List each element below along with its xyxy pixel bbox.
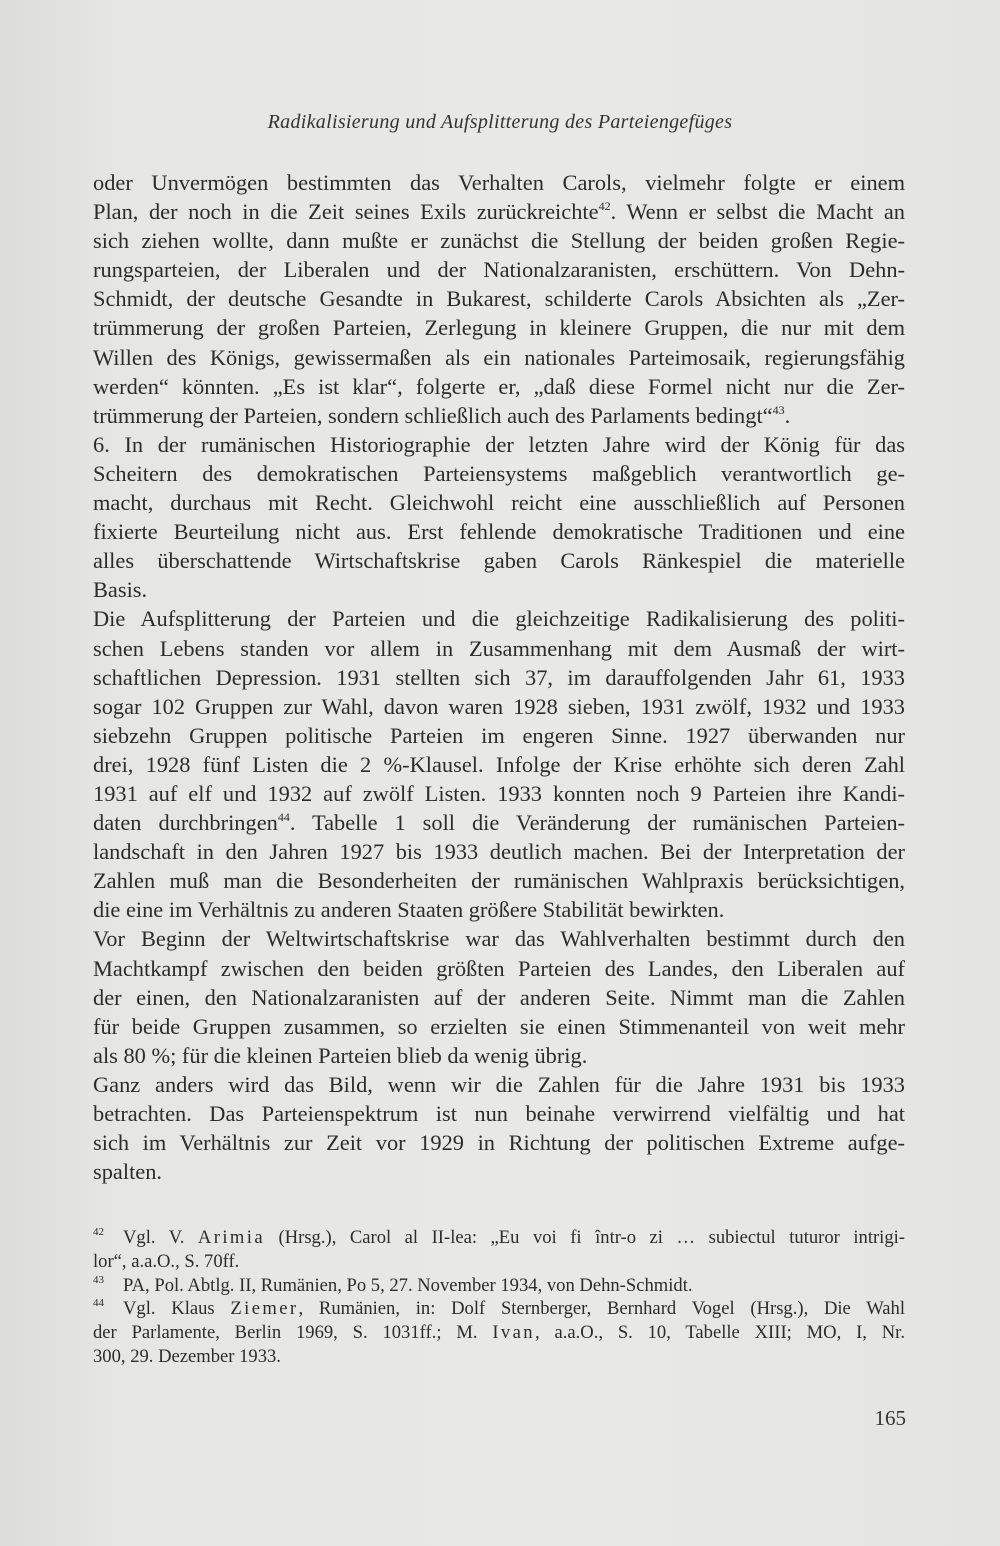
line-text: der einen, den Nationalzaranisten auf der anderen Seite. Nimmt man die Zahlen <box>93 984 905 1010</box>
line-text: Vor Beginn der Weltwirtschaftskrise war das Wahlverhalten bestimmt durch den <box>93 926 905 952</box>
body-line <box>93 401 905 430</box>
line-text: . Wenn er selbst die Macht an <box>610 199 905 225</box>
footnote-text: (Hrsg.), Carol al II-lea: „Eu voi fi într-o zi … subiectul tuturor intrigi- <box>265 1227 905 1248</box>
line-text: sogar 102 Gruppen zur Wahl, davon waren 1928 sieben, 1931 zwölf, 1932 und 1933 <box>93 693 905 719</box>
body-line <box>93 721 905 750</box>
body-line <box>93 954 905 983</box>
line-text: . <box>784 402 791 428</box>
line-text: Ganz anders wird das Bild, wenn wir die Zahlen für die Jahre 1931 bis 1933 <box>93 1071 905 1097</box>
line-text: sich ziehen wollte, dann mußte er zunächst die Stellung der beiden großen Regie- <box>93 228 905 254</box>
line-text: die eine im Verhältnis zu anderen Staaten größere Stabilität bewirkten. <box>93 897 725 923</box>
line-text: drei, 1928 fünf Listen die 2 %-Klausel. Infolge der Krise erhöhte sich deren Zahl <box>93 751 905 777</box>
body-line <box>93 1041 905 1070</box>
footnote-text: Vgl. Klaus <box>123 1298 231 1320</box>
line-text: 1931 auf elf und 1932 auf zwölf Listen. 1933 konnten noch 9 Parteien ihre Kandi- <box>93 780 905 806</box>
line-text: Basis. <box>93 577 148 603</box>
body-line <box>93 284 905 313</box>
footnote-line <box>93 1321 905 1345</box>
line-text: werden“ könnten. „Es ist klar“, folgerte er, „daß diese Formel nicht nur die Zer- <box>93 373 905 399</box>
body-line <box>93 1128 905 1157</box>
body-line <box>93 663 905 692</box>
footnote-ref[interactable]: 42 <box>598 199 611 214</box>
line-text: oder Unvermögen bestimmten das Verhalten Carols, vielmehr folgte er einem <box>93 170 905 195</box>
running-head: Radikalisierung und Aufsplitterung des Parteiengefüges <box>267 111 733 133</box>
author-name: Ivan <box>492 1322 535 1344</box>
line-text: schaftlichen Depression. 1931 stellten sich 37, im darauffolgenden Jahr 61, 1933 <box>93 664 905 690</box>
body-line <box>93 197 905 226</box>
body-line <box>93 459 905 488</box>
footnote-line <box>93 1250 905 1274</box>
footnote-text: 300, 29. Dezember 1933. <box>93 1345 281 1367</box>
body-line <box>93 1099 905 1128</box>
footnote-text: Vgl. V. <box>123 1227 198 1248</box>
body-line <box>93 517 905 546</box>
body-line <box>93 488 905 517</box>
body-line <box>93 372 905 401</box>
body-line <box>93 1157 905 1186</box>
line-text: Plan, der noch in die Zeit seines Exils zurückreichte <box>93 199 599 225</box>
body-line <box>93 750 905 779</box>
body-line <box>93 168 905 197</box>
footnote-text: der Parlamente, Berlin 1969, S. 1031ff.; M. <box>93 1322 493 1344</box>
line-text: spalten. <box>93 1159 163 1185</box>
body-line <box>93 866 905 895</box>
line-text: sich im Verhältnis zur Zeit vor 1929 in Richtung der politischen Extreme aufge- <box>93 1130 905 1156</box>
footnote-text: PA, Pol. Abtlg. II, Rumänien, Po 5, 27. November 1934, von Dehn-Schmidt. <box>123 1274 693 1296</box>
body-line <box>93 1070 905 1099</box>
body-line <box>93 837 905 866</box>
body-line <box>93 808 905 837</box>
body-line <box>93 692 905 721</box>
body-line <box>93 983 905 1012</box>
author-name: Ziemer <box>230 1298 299 1320</box>
footnote-line: 44 Vgl. Klaus Ziemer, Rumänien, in: Dolf Sternberger, Bernhard Vogel (Hrsg.), Die Wahl <box>93 1297 906 1320</box>
body-line <box>93 634 905 663</box>
line-text: 6. In der rumänischen Historiographie der letzten Jahre wird der König für das <box>93 431 905 457</box>
footnote-line: 43 PA, Pol. Abtlg. II, Rumänien, Po 5, 27. November 1934, von Dehn-Schmidt. <box>93 1273 693 1296</box>
line-text: Schmidt, der deutsche Gesandte in Bukarest, schilderte Carols Absichten als „Zer- <box>93 286 905 312</box>
line-text: für beide Gruppen zusammen, so erzielten sie einen Stimmenanteil von weit mehr <box>93 1013 905 1039</box>
body-line <box>93 895 905 924</box>
line-text: siebzehn Gruppen politische Parteien im engeren Sinne. 1927 überwanden nur <box>93 722 905 748</box>
body-line <box>93 779 905 808</box>
author-name: Arimia <box>197 1227 265 1248</box>
line-text: fixierte Beurteilung nicht aus. Erst fehlende demokratische Traditionen und eine <box>93 519 905 545</box>
line-text: betrachten. Das Parteienspektrum ist nun beinahe verwirrend vielfältig und hat <box>93 1101 905 1126</box>
line-text: Die Aufsplitterung der Parteien und die gleichzeitige Radikalisierung des politi- <box>93 606 905 632</box>
footnote-ref[interactable]: 44 <box>277 810 290 825</box>
line-text: macht, durchaus mit Recht. Gleichwohl reicht eine ausschließlich auf Personen <box>93 490 905 516</box>
footnote-line <box>93 1345 905 1369</box>
line-text: trümmerung der großen Parteien, Zerlegung in kleinere Gruppen, die nur mit dem <box>93 315 905 341</box>
body-line <box>93 924 905 953</box>
line-text: rungsparteien, der Liberalen und der Nationalzaranisten, erschüttern. Von Dehn- <box>93 257 905 283</box>
line-text: Scheitern des demokratischen Parteiensystems maßgeblich verantwortlich ge- <box>93 460 905 486</box>
body-line <box>93 1012 905 1041</box>
footnotes <box>93 1226 905 1369</box>
footnote-line: 42 Vgl. V. Arimia (Hrsg.), Carol al II-lea: „Eu voi fi într-o zi … subiectul tuturor intrigi- <box>93 1226 905 1248</box>
line-text: daten durchbringen <box>93 810 278 836</box>
line-text: Machtkampf zwischen den beiden größten Parteien des Landes, den Liberalen auf <box>93 955 905 981</box>
line-text: schen Lebens standen vor allem in Zusammenhang mit dem Ausmaß der wirt- <box>93 635 905 661</box>
body-line <box>93 546 905 575</box>
footnote-text: , Rumänien, in: Dolf Sternberger, Bernhard Vogel (Hrsg.), Die Wahl <box>298 1298 906 1320</box>
footnote-text: , a.a.O., S. 10, Tabelle XIII; MO, I, Nr. <box>534 1322 905 1344</box>
body-line <box>93 255 905 284</box>
line-text: Willen des Königs, gewissermaßen als ein nationales Parteimosaik, regierungsfähig <box>93 344 905 370</box>
body-line <box>93 604 905 633</box>
body-line <box>93 430 905 459</box>
body-line <box>93 343 905 372</box>
line-text: alles überschattende Wirtschaftskrise gaben Carols Ränkespiel die materielle <box>93 548 905 574</box>
page-number: 165 <box>874 1406 906 1430</box>
line-text: als 80 %; für die kleinen Parteien blieb da wenig übrig. <box>93 1042 588 1068</box>
body-text <box>93 168 905 1186</box>
body-line <box>93 575 905 604</box>
line-text: . Tabelle 1 soll die Veränderung der rumänischen Parteien- <box>289 810 905 836</box>
line-text: trümmerung der Parteien, sondern schließlich auch des Parlaments bedingt“ <box>93 402 773 428</box>
footnote-ref[interactable]: 43 <box>772 402 785 417</box>
footnote-text: lor“, a.a.O., S. 70ff. <box>93 1250 240 1272</box>
body-line <box>93 226 905 255</box>
line-text: Zahlen muß man die Besonderheiten der rumänischen Wahlpraxis berücksichtigen, <box>93 868 905 894</box>
line-text: landschaft in den Jahren 1927 bis 1933 deutlich machen. Bei der Interpretation der <box>93 839 905 865</box>
body-line <box>93 313 905 342</box>
